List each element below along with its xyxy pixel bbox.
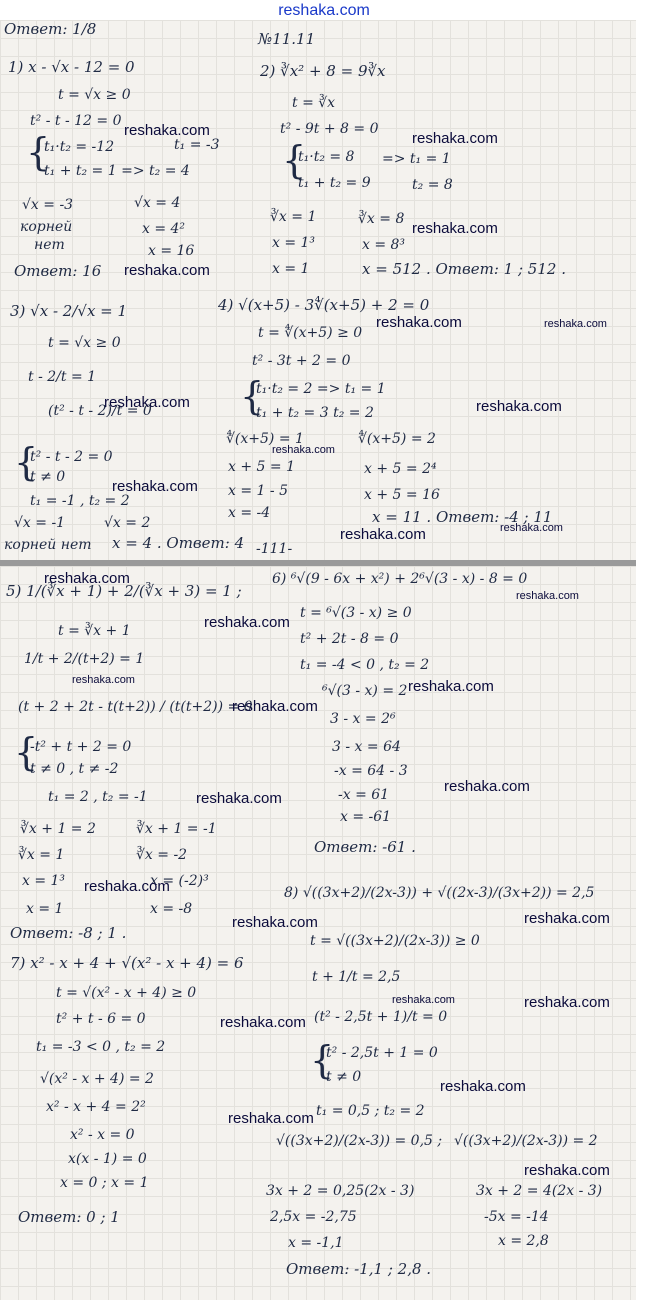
math-line: x = 2,8 xyxy=(498,1233,549,1249)
math-line: √((3x+2)/(2x-3)) = 0,5 ; xyxy=(276,1133,443,1149)
answer-line: Ответ: 0 ; 1 xyxy=(18,1208,120,1226)
math-line: √x = -1 xyxy=(14,515,66,531)
math-line: корней нет xyxy=(4,537,92,553)
watermark: reshaka.com xyxy=(408,678,494,695)
math-line: t² - t - 12 = 0 xyxy=(30,113,122,129)
math-line: ⁶√(3 - x) = 2 xyxy=(322,683,408,699)
watermark: reshaka.com xyxy=(340,526,426,543)
answer-line: Ответ: -61 . xyxy=(314,838,416,856)
math-line: корней xyxy=(20,219,73,235)
math-line: x = (-2)³ xyxy=(150,873,209,889)
math-line: нет xyxy=(34,237,65,253)
math-line: -5x = -14 xyxy=(484,1209,549,1225)
math-line: x = -4 xyxy=(228,505,271,521)
watermark: reshaka.com xyxy=(412,220,498,237)
math-line: t₁ = -3 xyxy=(174,137,220,153)
watermark: reshaka.com xyxy=(412,130,498,147)
math-line: t - 2/t = 1 xyxy=(28,369,97,385)
math-line: 6) ⁶√(9 - 6x + x²) + 2⁶√(3 - x) - 8 = 0 xyxy=(272,571,528,587)
math-line: x = 16 xyxy=(148,243,195,259)
math-line: x² - x = 0 xyxy=(70,1127,135,1143)
math-line: t² - 9t + 8 = 0 xyxy=(280,121,379,137)
math-line: t² + t - 6 = 0 xyxy=(56,1011,146,1027)
watermark: reshaka.com xyxy=(124,122,210,139)
answer-line: Ответ: 16 xyxy=(14,262,102,280)
math-line: x = -61 xyxy=(340,809,392,825)
math-line: 3 - x = 2⁶ xyxy=(330,711,396,727)
math-line: t₁ + t₂ = 9 xyxy=(298,175,371,191)
math-line: t = √x ≥ 0 xyxy=(48,335,121,351)
system-brace: { xyxy=(240,374,265,418)
watermark: reshaka.com xyxy=(204,614,290,631)
math-line: (t + 2 + 2t - t(t+2)) / (t(t+2)) = 0 xyxy=(18,699,253,715)
math-line: t ≠ 0 xyxy=(30,469,66,485)
math-line: t = √x ≥ 0 xyxy=(58,87,131,103)
math-line: t = ⁶√(3 - x) ≥ 0 xyxy=(300,605,412,621)
math-line: 3x + 2 = 0,25(2x - 3) xyxy=(266,1183,415,1199)
math-line: t ≠ 0 xyxy=(326,1069,362,1085)
watermark: reshaka.com xyxy=(228,1110,314,1127)
math-line: 8) √((3x+2)/(2x-3)) + √((2x-3)/(3x+2)) = 2,5 xyxy=(284,885,595,901)
watermark: reshaka.com xyxy=(524,910,610,927)
math-line: t² - 2,5t + 1 = 0 xyxy=(326,1045,438,1061)
math-line: ∛x = 1 xyxy=(270,209,317,225)
math-line: x = 1³ xyxy=(272,235,316,251)
watermark: reshaka.com xyxy=(232,698,318,715)
math-line: √((3x+2)/(2x-3)) = 2 xyxy=(454,1133,598,1149)
answer-line: x = 512 . Ответ: 1 ; 512 . xyxy=(362,260,566,278)
math-line: ∛x + 1 = 2 xyxy=(20,821,96,837)
math-line: => t₁ = 1 xyxy=(382,151,451,167)
math-line: x = -1,1 xyxy=(288,1235,344,1251)
math-line: ∛x = 8 xyxy=(358,211,405,227)
watermark: reshaka.com xyxy=(84,878,170,895)
math-line: x = 1 xyxy=(26,901,64,917)
math-line: t = ∛x + 1 xyxy=(58,623,131,639)
math-line: t₁·t₂ = 8 xyxy=(298,149,355,165)
math-line: 1) x - √x - 12 = 0 xyxy=(8,58,135,76)
math-line: -t² + t + 2 = 0 xyxy=(30,739,132,755)
math-line: -x = 61 xyxy=(338,787,390,803)
answer-line: x = 11 . Ответ: -4 ; 11 xyxy=(372,508,553,526)
math-line: t = ∛x xyxy=(292,95,336,111)
math-line: t₁ = 2 , t₂ = -1 xyxy=(48,789,148,805)
answer-line: x = 4 . Ответ: 4 xyxy=(112,534,245,552)
math-line: t ≠ 0 , t ≠ -2 xyxy=(30,761,119,777)
math-line: t₁ = -4 < 0 , t₂ = 2 xyxy=(300,657,430,673)
math-line: t² - t - 2 = 0 xyxy=(30,449,113,465)
math-line: x + 5 = 16 xyxy=(364,487,440,503)
math-line: 1/t + 2/(t+2) = 1 xyxy=(24,651,145,667)
math-line: x = 8³ xyxy=(362,237,406,253)
system-brace: { xyxy=(26,130,51,174)
math-line: (t² - 2,5t + 1)/t = 0 xyxy=(314,1009,448,1025)
watermark: reshaka.com xyxy=(104,394,190,411)
math-line: t₁·t₂ = 2 => t₁ = 1 xyxy=(256,381,386,397)
math-line: t₁·t₂ = -12 xyxy=(44,139,115,155)
watermark: reshaka.com xyxy=(232,914,318,931)
math-line: t = √(x² - x + 4) ≥ 0 xyxy=(56,985,197,1001)
math-line: t₁ + t₂ = 3 t₂ = 2 xyxy=(256,405,374,421)
exercise-number: №11.11 xyxy=(258,30,316,48)
math-line: t₁ = 0,5 ; t₂ = 2 xyxy=(316,1103,425,1119)
math-line: ∛x = -2 xyxy=(136,847,188,863)
watermark: reshaka.com xyxy=(544,318,607,330)
math-line: t² - 3t + 2 = 0 xyxy=(252,353,351,369)
math-line: √(x² - x + 4) = 2 xyxy=(40,1071,154,1087)
math-line: ∜(x+5) = 1 xyxy=(226,431,304,447)
math-line: t = √((3x+2)/(2x-3)) ≥ 0 xyxy=(310,933,480,949)
math-line: √x = 4 xyxy=(134,195,181,211)
math-line: x = 0 ; x = 1 xyxy=(60,1175,149,1191)
math-line: t + 1/t = 2,5 xyxy=(312,969,401,985)
math-line: 2,5x = -2,75 xyxy=(270,1209,357,1225)
math-line: 7) x² - x + 4 + √(x² - x + 4) = 6 xyxy=(10,954,244,972)
system-brace: { xyxy=(14,730,39,774)
math-line: t₂ = 8 xyxy=(412,177,453,193)
math-line: 2) ∛x² + 8 = 9∛x xyxy=(260,62,386,80)
math-line: ∛x = 1 xyxy=(18,847,65,863)
math-line: 3x + 2 = 4(2x - 3) xyxy=(476,1183,603,1199)
math-line: 4) √(x+5) - 3∜(x+5) + 2 = 0 xyxy=(218,296,430,314)
watermark: reshaka.com xyxy=(476,398,562,415)
prev-answer-line: Ответ: 1/8 xyxy=(4,20,97,38)
math-line: 3) √x - 2/√x = 1 xyxy=(10,302,128,320)
answer-line: Ответ: -1,1 ; 2,8 . xyxy=(286,1260,432,1278)
watermark: reshaka.com xyxy=(72,674,135,686)
math-line: t₁ + t₂ = 1 => t₂ = 4 xyxy=(44,163,190,179)
watermark: reshaka.com xyxy=(124,262,210,279)
math-line: x = -8 xyxy=(150,901,193,917)
math-line: ∜(x+5) = 2 xyxy=(358,431,436,447)
math-line: (t² - t - 2)/t = 0 xyxy=(48,403,152,419)
watermark: reshaka.com xyxy=(444,778,530,795)
math-line: x = 1 xyxy=(272,261,310,277)
math-line: √x = -3 xyxy=(22,197,74,213)
math-line: x = 1³ xyxy=(22,873,66,889)
watermark: reshaka.com xyxy=(220,1014,306,1031)
math-line: x + 5 = 2⁴ xyxy=(364,461,437,477)
math-line: x(x - 1) = 0 xyxy=(68,1151,147,1167)
math-line: x + 5 = 1 xyxy=(228,459,295,475)
site-header-link[interactable]: reshaka.com xyxy=(278,2,370,19)
math-line: t₁ = -1 , t₂ = 2 xyxy=(30,493,130,509)
math-line: t = ∜(x+5) ≥ 0 xyxy=(258,325,363,341)
watermark: reshaka.com xyxy=(112,478,198,495)
math-line: 5) 1/(∛x + 1) + 2/(∛x + 3) = 1 ; xyxy=(6,582,242,600)
math-line: √x = 2 xyxy=(104,515,151,531)
page-number: -111- xyxy=(256,541,293,557)
watermark: reshaka.com xyxy=(272,444,335,456)
math-line: t₁ = -3 < 0 , t₂ = 2 xyxy=(36,1039,166,1055)
watermark: reshaka.com xyxy=(196,790,282,807)
math-line: ∛x + 1 = -1 xyxy=(136,821,217,837)
math-line: 3 - x = 64 xyxy=(332,739,401,755)
answer-line: Ответ: -8 ; 1 . xyxy=(10,924,127,942)
system-brace: { xyxy=(282,138,307,182)
math-line: x = 1 - 5 xyxy=(228,483,288,499)
math-line: -x = 64 - 3 xyxy=(334,763,408,779)
watermark: reshaka.com xyxy=(524,994,610,1011)
math-line: x² - x + 4 = 2² xyxy=(46,1099,146,1115)
math-line: t² + 2t - 8 = 0 xyxy=(300,631,399,647)
watermark: reshaka.com xyxy=(440,1078,526,1095)
watermark: reshaka.com xyxy=(392,994,455,1006)
system-brace: { xyxy=(310,1038,335,1082)
watermark: reshaka.com xyxy=(500,522,563,534)
watermark: reshaka.com xyxy=(524,1162,610,1179)
watermark: reshaka.com xyxy=(44,570,130,587)
watermark: reshaka.com xyxy=(516,590,579,602)
math-line: x = 4² xyxy=(142,221,186,237)
watermark: reshaka.com xyxy=(376,314,462,331)
system-brace: { xyxy=(14,440,39,484)
